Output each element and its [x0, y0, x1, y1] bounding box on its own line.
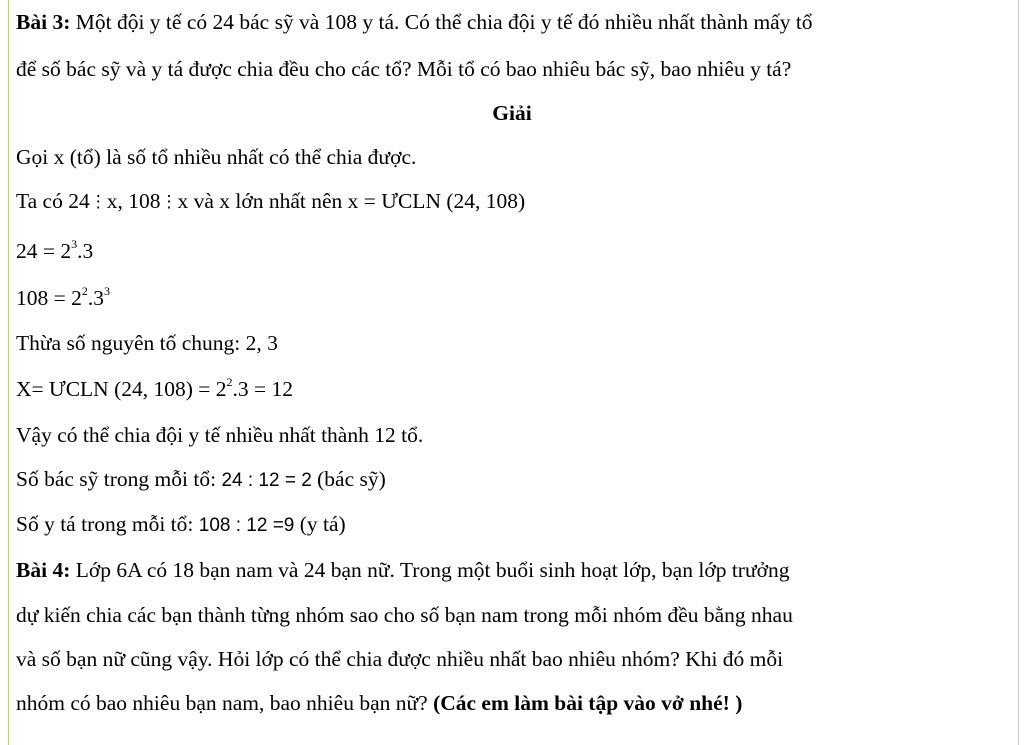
giai-heading: Giải [492, 101, 532, 125]
bai4-line-1: Bài 4: Lớp 6A có 18 bạn nam và 24 bạn nữ. Trong một buổi sinh hoạt lớp, bạn lớp trưởng [16, 558, 790, 582]
solution-conclusion: Vậy có thể chia đội y tế nhiều nhất thành 12 tổ. [16, 423, 424, 447]
bai4-line-4: nhóm có bao nhiêu bạn nam, bao nhiêu bạn nữ? (Các em làm bài tập vào vở nhé! ) [16, 691, 743, 715]
bai4-line-3: và số bạn nữ cũng vậy. Hỏi lớp có thể chia được nhiều nhất bao nhiêu nhóm? Khi đó mỗi [16, 647, 784, 671]
solution-line-1: Gọi x (tổ) là số tổ nhiều nhất có thể chia được. [16, 145, 417, 169]
bai3-line-1: Bài 3: Một đội y tế có 24 bác sỹ và 108 y tá. Có thể chia đội y tế đó nhiều nhất thành mấy tổ [16, 10, 813, 34]
factorization-108: $108 = 2^2.3^3$ [16, 284, 111, 310]
factorization-24: $24 = 2^3.3$ [16, 237, 94, 263]
solution-gcd: X= ƯCLN (24, $108) = 2^2.3 = 12$ [16, 375, 294, 401]
bai4-label: Bài 4: [16, 558, 71, 582]
solution-doctors: Số bác sỹ trong mỗi tổ: 24 : 12 = 2 (bác sỹ) [16, 467, 386, 491]
solution-line-2: Ta có 24⋮x, 108⋮x và x lớn nhất nên x = ƯCLN (24, 108) [16, 189, 526, 213]
bai3-label: Bài 3: [16, 10, 71, 34]
divisible-sign: ⋮ [160, 192, 178, 211]
bai3-line-2: để số bác sỹ và y tá được chia đều cho các tổ? Mỗi tổ có bao nhiêu bác sỹ, bao nhiêu y tá? [16, 57, 792, 81]
solution-nurses: Số y tá trong mỗi tổ: 108 : 12 =9 (y tá) [16, 512, 346, 536]
bai4-line-2: dự kiến chia các bạn thành từng nhóm sao cho số bạn nam trong mỗi nhóm đều bằng nhau [16, 603, 793, 627]
solution-common-factors: Thừa số nguyên tố chung: 2, 3 [16, 331, 278, 355]
divisible-sign: ⋮ [89, 192, 107, 211]
